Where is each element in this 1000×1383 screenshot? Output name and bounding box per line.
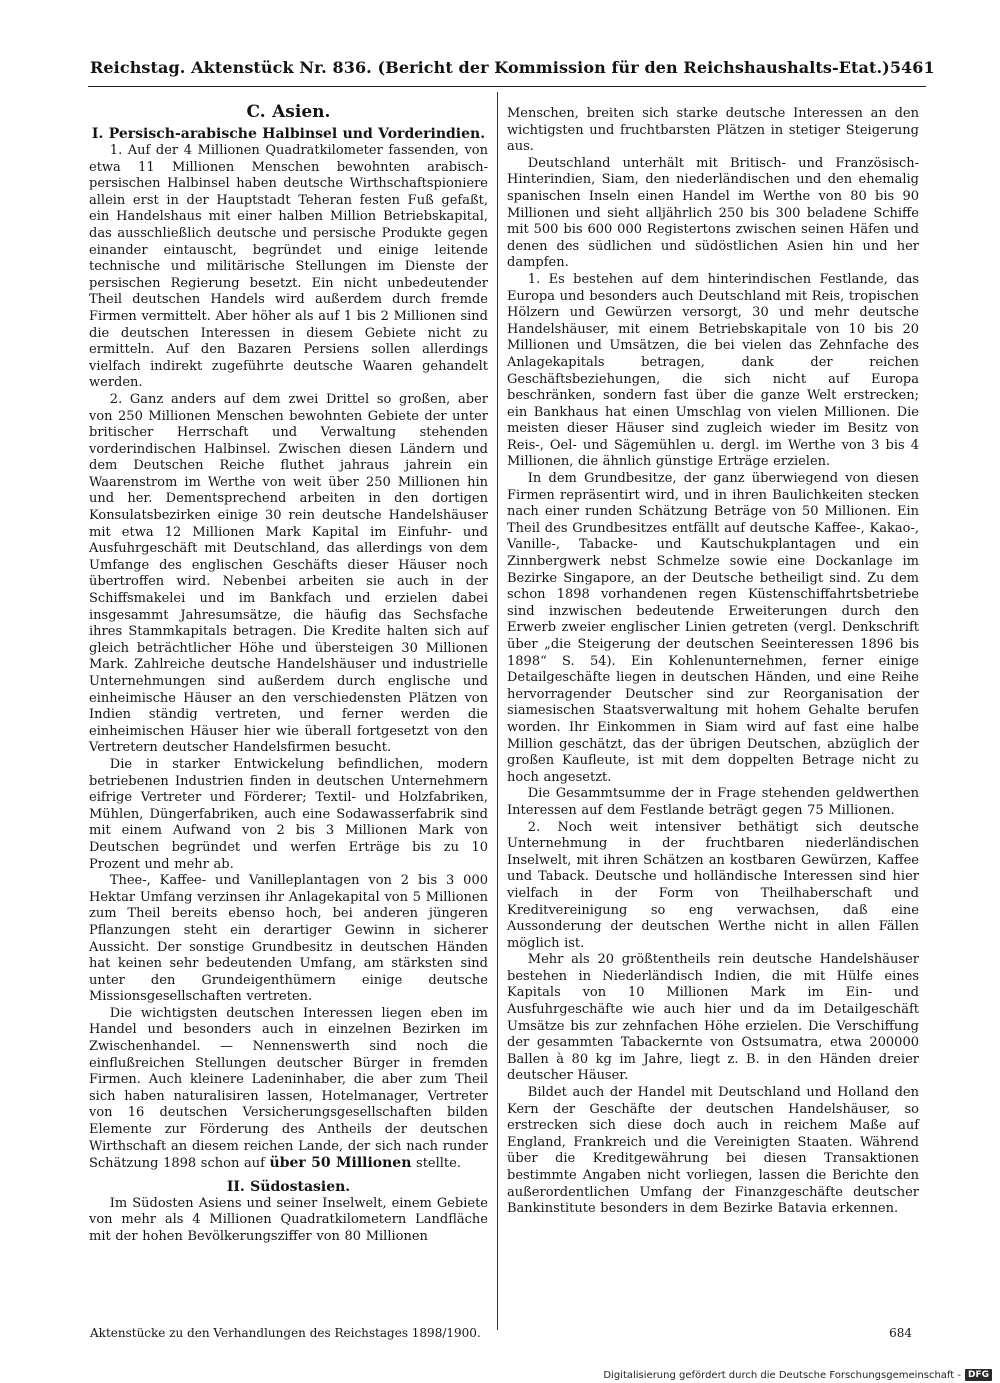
- emphasis-amount: über 50 Millionen: [269, 1155, 412, 1172]
- page-footer: [90, 1326, 912, 1344]
- paragraph-text: Die wichtigsten deutschen Interessen liegen eben im Handel und besonders auch in einzelnen Bezirken im Zwischenhandel. — Nennenswerth sind noch die einflußreichen Stellungen deutscher Bürger in fremden Firmen. Auch kleinere Ladeninhaber, die aber zum Theil sich haben naturalisiren lassen, Hotelmanager, Vertreter von 16 deutschen Versicherungsgesellschaften bilden Elemente zur Förderung des Antheils der deutschen Wirthschaft an diesem reichen Lande, der sich nach runder Schätzung 1898 schon auf: [89, 1005, 488, 1172]
- header-rule: [88, 86, 926, 87]
- header-title: Reichstag. Aktenstück Nr. 836. (Bericht der Kommission für den Reichshaushalts-Etat.): [90, 58, 890, 77]
- paragraph: 1. Auf der 4 Millionen Quadratkilometer fassenden, von etwa 11 Millionen Menschen bewohnten arabisch-persischen Halbinsel haben deutsche Wirthschaftspioniere allein erst in der Hauptstadt Teheran festen Fuß gefaßt, ein Handelshaus mit einer halben Million Betriebskapital, das ausschließlich deutsche und persische Produkte gegen einander eintauscht, begründet und einige leitende technische und militärische Stellungen im Dienste der persischen Regierung besetzt. Ein nicht unbedeutender Theil deutschen Handels wird außerdem durch fremde Firmen vermittelt. Aber höher als auf 1 bis 2 Millionen sind die deutschen Interessen in diesem Gebiete nicht zu ermitteln. Auf den Bazaren Persiens sollen allerdings vielfach indirekt zugeführte deutsche Waaren gehandelt werden.: [89, 143, 488, 391]
- section-title: C. Asien.: [246, 102, 331, 122]
- paragraph-text-end: stellte.: [416, 1156, 461, 1172]
- footer-source: Aktenstücke zu den Verhandlungen des Reichstages 1898/1900.: [90, 1326, 481, 1340]
- page-number: 5461: [889, 58, 935, 77]
- paragraph: 2. Noch weit intensiver bethätigt sich deutsche Unternehmung in der fruchtbaren niederländischen Inselwelt, mit ihren Schätzen an kostbaren Gewürzen, Kaffee und Taback. Deutsche und holländische Interessen sind hier vielfach in der Form von Theilhaberschaft und Kreditvereinigung so eng verwachsen, daß eine Aussonderung der deutschen Werthe nicht in allen Fällen möglich ist.: [507, 819, 919, 951]
- digitization-credit: [603, 1368, 992, 1382]
- paragraph: In dem Grundbesitze, der ganz überwiegend von diesen Firmen repräsentirt wird, und in ihren Baulichkeiten stecken nach einer runden Schätzung Beträge von 50 Millionen. Ein Theil des Grundbesitzes entfällt auf deutsche Kaffee-, Kakao-, Vanille-, Tabacke- und Kautschukplantagen und ein Zinnbergwerk nebst Schmelze sowie eine Dockanlage im Bezirke Singapore, an der Deutsche betheiligt sind. Zu dem schon 1898 vorhandenen regen Küstenschiffahrtsbetriebe sind inzwischen bedeutende Erweiterungen durch den Erwerb zweier englischer Linien getreten (vergl. Denkschrift über „die Steigerung der deutschen Seeinteressen 1896 bis 1898“ S. 54). Ein Kohlenunternehmen, ferner einige Detailgeschäfte liegen in deutschen Händen, und eine Reihe hervorragender Deutscher sind zur Reorganisation der siamesischen Staatsverwaltung mit hohem Gehalte berufen worden. Ihr Einkommen in Siam wird auf fast eine halbe Million geschätzt, das der übrigen Deutschen, abzüglich der großen Kaufleute, ist mit dem doppelten Betrage nicht zu hoch angesetzt.: [507, 471, 919, 785]
- paragraph: 2. Ganz anders auf dem zwei Drittel so großen, aber von 250 Millionen Menschen bewohnten Gebiete der unter britischer Herrschaft und Verwaltung stehenden vorderindischen Halbinsel. Zwischen diesen Ländern und dem Deutschen Reiche fluthet jahraus jahrein ein Waarenstrom im Werthe von weit über 250 Millionen hin und her. Dementsprechend arbeiten in den dortigen Konsulatsbezirken einige 30 rein deutsche Handelshäuser mit etwa 12 Millionen Mark Kapital im Einfuhr- und Ausfuhrgeschäft mit Deutschland, das allerdings von dem Umfange des englischen Geschäfts dieser Häuser noch übertroffen wird. Nebenbei arbeiten sie auch in der Schiffsmakelei und im Bankfach und erzielen dabei insgesammt Jahresumsätze, die häufig das Sechsfache ihres Stammkapitals betragen. Die Kredite halten sich auf gleich beträchtlicher Höhe und übersteigen 30 Millionen Mark. Zahlreiche deutsche Handelshäuser und industrielle Unternehmungen sind außerdem durch englische und einheimische Häuser an den verschiedensten Plätzen von Indien ständig vertreten, und ferner werden die einheimischen Häuser hier wie überall fortgesetzt von den Vertretern deutscher Handelsfirmen besucht.: [89, 391, 488, 756]
- credit-text: Digitalisierung gefördert durch die Deutsche Forschungsgemeinschaft -: [603, 1369, 961, 1381]
- page-header: [90, 58, 935, 84]
- paragraph: Die Gesammtsumme der in Frage stehenden geldwerthen Interessen auf dem Festlande beträgt gegen 75 Millionen.: [507, 786, 919, 818]
- paragraph: Bildet auch der Handel mit Deutschland und Holland den Kern der Geschäfte der deutschen Handelshäuser, so erstrecken sich diese doch auch in reichem Maße auf England, Frankreich und die Vereinigten Staaten. Während über die Kreditgewährung bei diesen Transaktionen bestimmte Angaben nicht vorliegen, lassen die Berichte den außerordentlichen Umfang der Finanzgeschäfte deutscher Bankinstitute besonders in dem Bezirke Batavia erkennen.: [507, 1085, 919, 1217]
- paragraph: Im Südosten Asiens und seiner Inselwelt, einem Gebiete von mehr als 4 Millionen Quadratkilometern Landfläche mit der hohen Bevölkerungsziffer von 80 Millionen: [89, 1195, 488, 1244]
- paragraph: Deutschland unterhält mit Britisch- und Französisch-Hinterindien, Siam, den niederländischen und den ehemalig spanischen Inseln einen Handel im Werthe von 80 bis 90 Millionen und sieht alljährlich 250 bis 300 beladene Schiffe mit 500 bis 600 000 Registertons zwischen seinen Häfen und denen des südlichen und südöstlichen Asien hin und her dampfen.: [507, 155, 919, 271]
- subsection-title-2: II. Südostasien.: [226, 1178, 351, 1195]
- footer-sheet-number: 684: [889, 1326, 912, 1340]
- paragraph: Mehr als 20 größtentheils rein deutsche Handelshäuser bestehen in Niederländisch Indien, die mit Hülfe eines Kapitals von 10 Millionen Mark im Ein- und Ausfuhrgeschäfte wie auch hier und da im Detailgeschäft Umsätze bis zur zehnfachen Höhe erzielen. Die Verschiffung der gesammten Tabackernte von Ostsumatra, etwa 200000 Ballen à 80 kg im Jahre, liegt z. B. in den Händen dreier deutscher Häuser.: [507, 952, 919, 1084]
- paragraph: Die in starker Entwickelung befindlichen, modern betriebenen Industrien finden in deutschen Unternehmern eifrige Vertreter und Förderer; Textil- und Holzfabriken, Mühlen, Düngerfabriken, auch eine Sodawasserfabrik sind mit einem Aufwand von 2 bis 3 Millionen Mark von Deutschen begründet und werfen Erträge bis zu 10 Prozent und mehr ab.: [89, 756, 488, 872]
- left-column: [89, 102, 488, 1246]
- paragraph: 1. Es bestehen auf dem hinterindischen Festlande, das Europa und besonders auch Deutschland mit Reis, tropischen Hölzern und Gewürzen versorgt, 30 und mehr deutsche Handelshäuser, mit einem Betriebskapitale von 10 bis 20 Millionen und Umsätzen, die bei vielen das Zehnfache des Anlagekapitals betragen, dank der reichen Geschäftsbeziehungen, die sich nicht auf Europa beschränken, sondern fast über die ganze Welt erstrecken; ein Bankhaus hat einen Umschlag von vielen Millionen. Die meisten dieser Häuser sind zugleich wieder im Besitz von Reis-, Oel- und Sägemühlen u. dergl. im Werthe von 3 bis 4 Millionen, die ähnlich günstige Erträge erzielen.: [507, 271, 919, 470]
- right-column: [507, 106, 919, 1218]
- subsection-title-1: I. Persisch-arabische Halbinsel und Vorderindien.: [91, 126, 486, 142]
- column-divider: [497, 92, 498, 1330]
- paragraph: [89, 1006, 488, 1173]
- dfg-logo-icon: DFG: [965, 1369, 992, 1381]
- paragraph: Menschen, breiten sich starke deutsche Interessen an den wichtigsten und fruchtbarsten Plätzen in stetiger Steigerung aus.: [507, 106, 919, 155]
- paragraph: Thee-, Kaffee- und Vanilleplantagen von 2 bis 3 000 Hektar Umfang verzinsen ihr Anlagekapital von 5 Millionen zum Theil bereits ebenso hoch, bei anderen jüngeren Pflanzungen steht ein derartiger Gewinn in sicherer Aussicht. Der sonstige Grundbesitz in deutschen Händen hat keinen sehr bedeutenden Umfang, am stärksten sind unter den Grundeigenthümern einige deutsche Missionsgesellschaften vertreten.: [89, 873, 488, 1005]
